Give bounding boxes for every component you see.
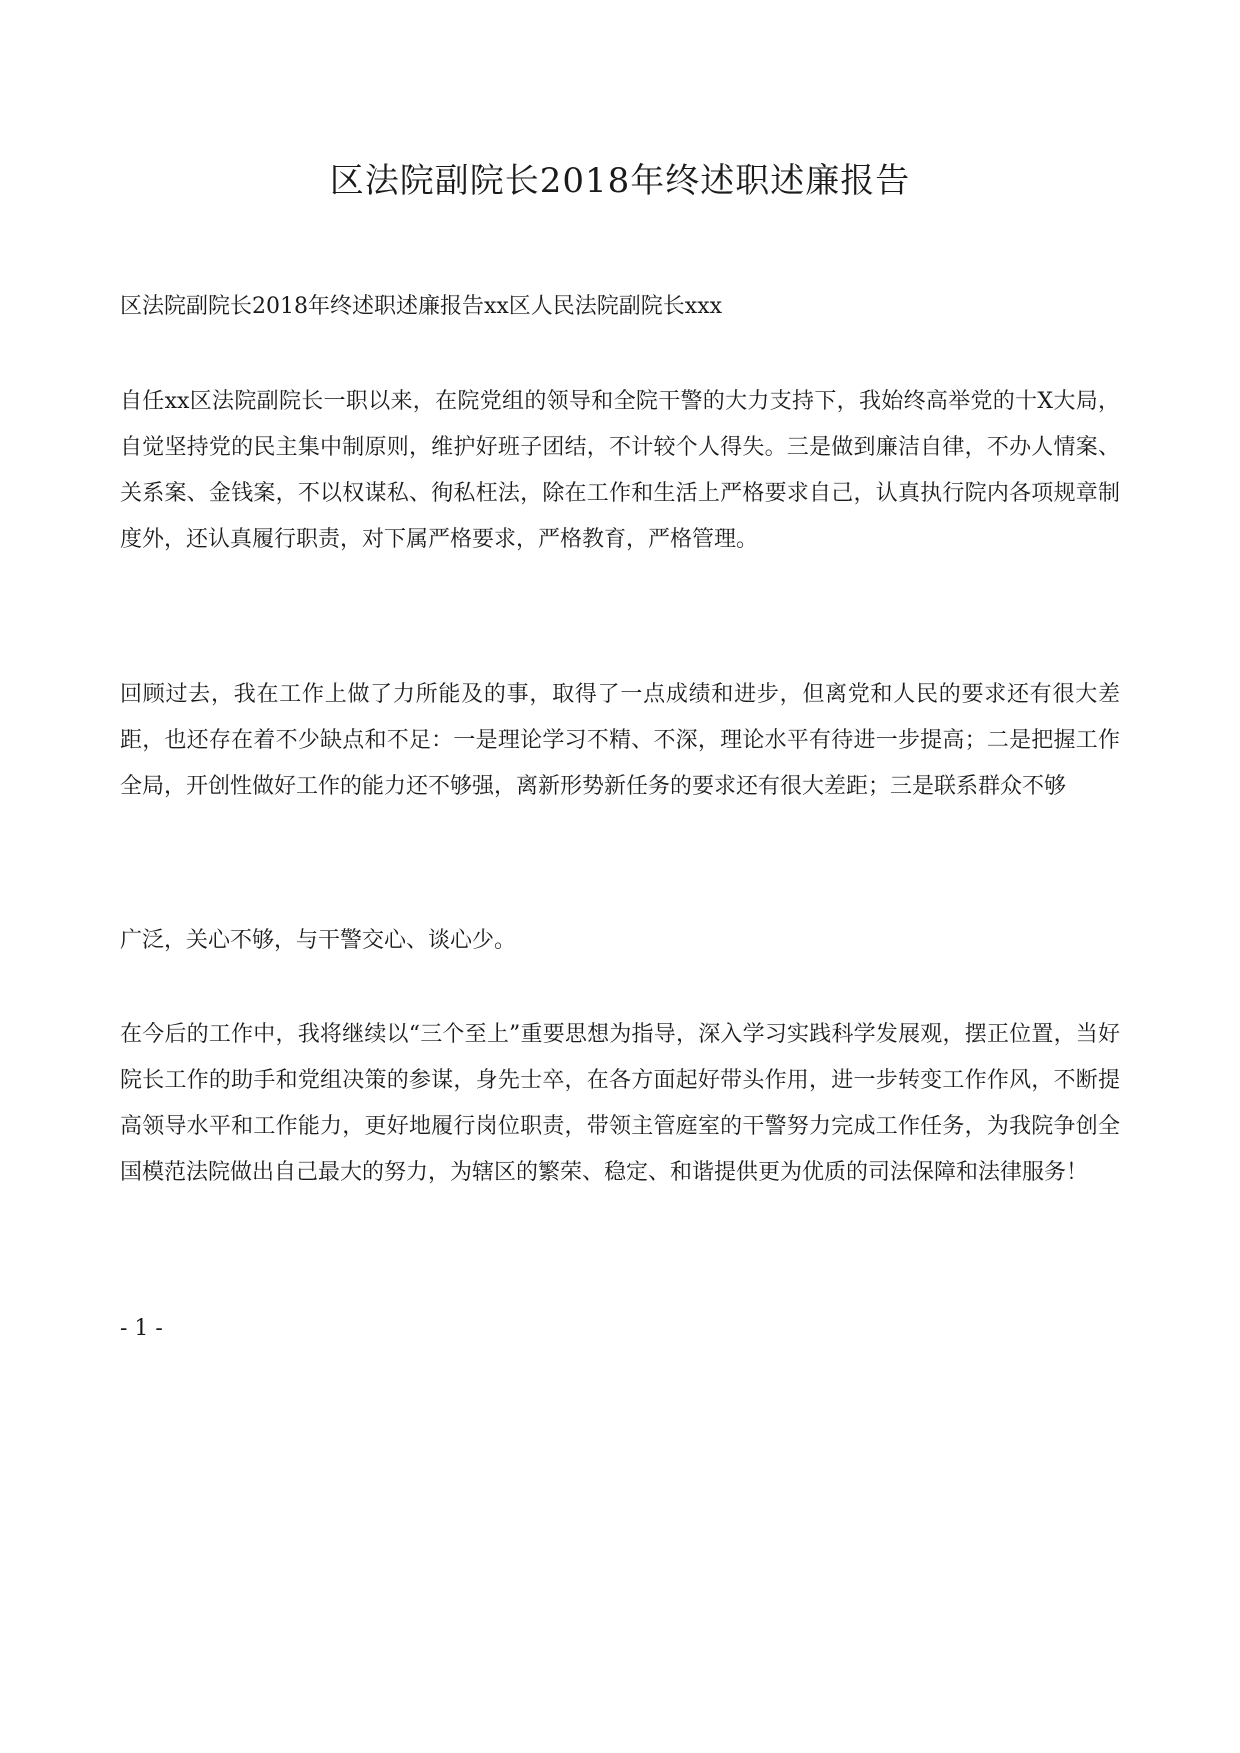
subtitle-line: 区法院副院长2018年终述职述廉报告xx区人民法院副院长xxx bbox=[120, 294, 723, 319]
page-number: - 1 - bbox=[120, 1316, 163, 1341]
body-paragraph-3: 广泛，关心不够，与干警交心、谈心少。 bbox=[120, 928, 517, 953]
body-paragraph-4: 在今后的工作中，我将继续以“三个至上”重要思想为指导，深入学习实践科学发展观，摆正位置，当好院长工作的助手和党组决策的参谋，身先士卒，在各方面起好带头作用，进一步转变工作作风，不断提高领导水平和工作能力，更好地履行岗位职责，带领主管庭室的干警努力完成工作任务，为我院争创全国模范法院做出自己最大的努力，为辖区的繁荣、稳定、和谐提供更为优质的司法保障和法律服务！ bbox=[120, 1022, 1120, 1185]
body-paragraph-2: 回顾过去，我在工作上做了力所能及的事，取得了一点成绩和进步，但离党和人民的要求还有很大差距，也还存在着不少缺点和不足：一是理论学习不精、不深，理论水平有待进一步提高；二是把握工作全局，开创性做好工作的能力还不够强，离新形势新任务的要求还有很大差距；三是联系群众不够 bbox=[120, 682, 1120, 799]
document-title: 区法院副院长2018年终述职述廉报告 bbox=[329, 161, 911, 201]
body-paragraph-1: 自任xx区法院副院长一职以来，在院党组的领导和全院干警的大力支持下，我始终高举党的十X大局，自觉坚持党的民主集中制原则，维护好班子团结，不计较个人得失。三是做到廉洁自律，不办人情案、关系案、金钱案，不以权谋私、徇私枉法，除在工作和生活上严格要求自己，认真执行院内各项规章制度外，还认真履行职责，对下属严格要求，严格教育，严格管理。 bbox=[120, 389, 1120, 552]
